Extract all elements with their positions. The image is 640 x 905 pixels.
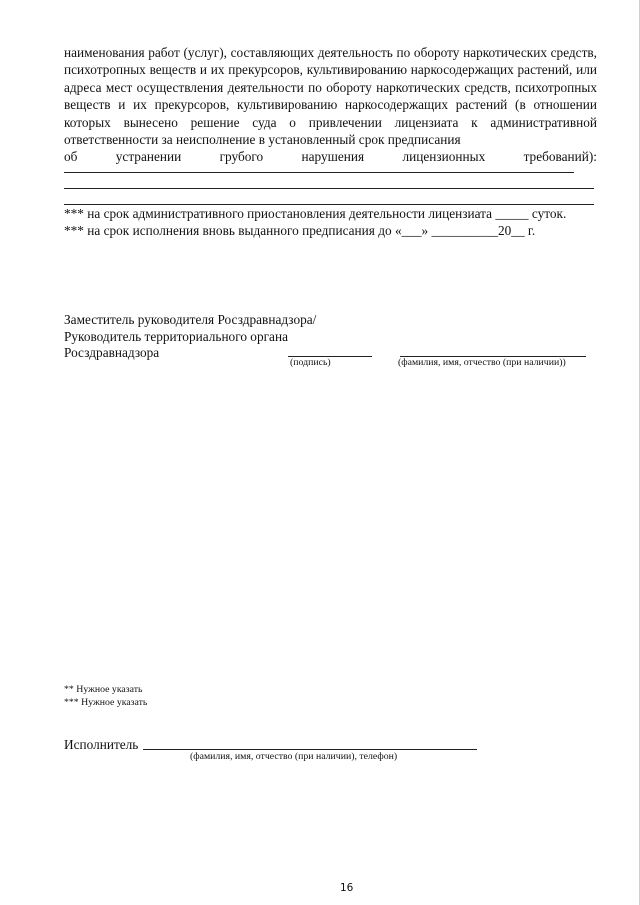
footnote-2: *** Нужное указать xyxy=(64,697,148,708)
executor-caption: (фамилия, имя, отчество (при наличии), телефон) xyxy=(190,751,398,762)
suspension-term-line: *** на срок административного приостановления деятельности лицензиата _____ суток. xyxy=(64,206,567,221)
execution-term-line: *** на срок исполнения вновь выданного предписания до «___» __________20__ г. xyxy=(64,223,536,238)
signatory-line-3: Росздравнадзора xyxy=(64,345,160,360)
blank-line-3 xyxy=(64,204,594,205)
signatory-line-2: Руководитель территориального органа xyxy=(64,329,288,344)
executor-line xyxy=(143,749,477,750)
signatory-line-1: Заместитель руководителя Росздравнадзора/ xyxy=(64,312,317,327)
name-caption: (фамилия, имя, отчество (при наличии)) xyxy=(398,357,566,368)
page-number: 16 xyxy=(340,882,354,894)
footnote-1: ** Нужное указать xyxy=(64,684,143,695)
executor-label: Исполнитель xyxy=(64,737,139,752)
blank-line-1 xyxy=(64,172,574,173)
blank-line-2 xyxy=(64,188,594,189)
paragraph-text: наименования работ (услуг), составляющих деятельность по обороту наркотических средств, психотропных веществ и их прекурсоров, культивированию наркосодержащих растений, или адреса мест осуществления деятельности по обороту наркотических средств, психотропных веществ и их прекурсоров, культивированию наркосодержащих растений (в отношении которых вынесено решение суда о привлечении лицензиата к административной ответственности за неисполнение в установленный срок предписания xyxy=(64,45,597,148)
signature-caption: (подпись) xyxy=(290,357,331,368)
paragraph-last-line: об устранении грубого нарушения лицензионных требований): xyxy=(64,149,597,165)
license-paragraph xyxy=(64,44,597,166)
